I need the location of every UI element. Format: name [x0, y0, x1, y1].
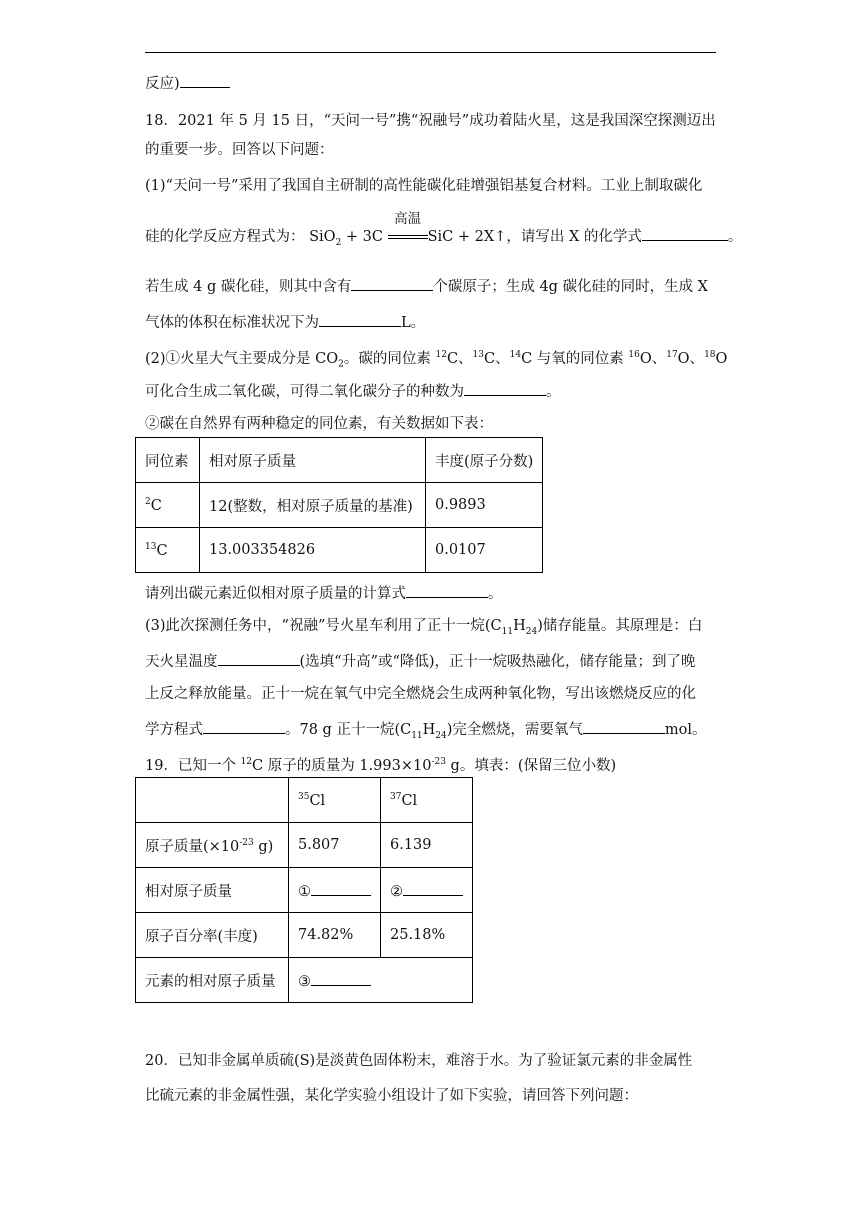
question-19: 19．已知一个 $^{12}$C 原子的质量为 $1.993\times 10^{-23}$ g。填表：(保留三位小数) [145, 757, 617, 774]
question-18: 18．2021 年 5 月 15 日，“天问一号”携“祝融号”成功着陆火星，这是我国深空探测迈出 [145, 113, 716, 129]
chemical-equation: SiO$_2$ + 3C 高温 SiC + 2X↑ [309, 211, 507, 248]
text-line: 天火星温度 (选填“升高”或“降低)，正十一烷吸热融化，储存能量；到了晚 [145, 650, 696, 672]
text-line: (1)“天问一号”采用了我国自主研制的高性能碳化硅增强铝基复合材料。工业上制取碳化 [145, 178, 703, 194]
answer-blank [464, 380, 546, 396]
text-line: 的重要一步。回答以下问题： [145, 142, 334, 158]
text-line: 请列出碳元素近似相对原子质量的计算式 。 [145, 582, 503, 604]
text-line: ②碳在自然界有两种稳定的同位素，有关数据如下表： [145, 416, 493, 432]
text-line: (3)此次探测任务中，“祝融”号火星车利用了正十一烷$(C_{11}H_{24})$储存能量。其原理是：白 [145, 618, 703, 637]
header-rule [145, 52, 716, 53]
text-line: (2)①火星大气主要成分是 $CO_2$。碳的同位素 $^{12}$C、$^{13}$C、$^{14}$C 与氧的同位素 $^{16}$O、$^{17}$O、$^{18}$O [145, 350, 728, 370]
answer-blank [311, 970, 371, 986]
answer-blank [319, 311, 401, 327]
answer-blank [403, 880, 463, 896]
question-20: 20．已知非金属单质硫(S)是淡黄色固体粉末，难溶于水。为了验证氯元素的非金属性 [145, 1053, 693, 1069]
answer-blank [351, 275, 433, 291]
answer-blank [311, 880, 371, 896]
text-line: 反应) [145, 72, 230, 94]
answer-blank [218, 650, 300, 666]
answer-blank [406, 582, 488, 598]
equation-line: 硅的化学反应方程式为： SiO$_2$ + 3C 高温 SiC + 2X↑，请写出 X 的化学式 。 [145, 225, 742, 253]
text-line: 上反之释放能量。正十一烷在氧气中完全燃烧会生成两种氧化物，写出该燃烧反应的化 [145, 686, 696, 702]
answer-blank [583, 718, 665, 734]
text-line: 比硫元素的非金属性强，某化学实验小组设计了如下实验，请回答下列问题： [145, 1088, 638, 1104]
answer-blank [203, 718, 285, 734]
chlorine-isotope-table: $^{35}$Cl $^{37}$Cl 原子质量($\times 10^{-23}$ g) 5.807 6.139 相对原子质量 ① ② 原子百分率(丰度) 74.82% 25.18% 元素的相对原子质量 ③ [135, 777, 473, 1003]
carbon-isotope-table: 同位素 相对原子质量 丰度(原子分数) $^2$C 12(整数，相对原子质量的基准) 0.9893 $^{13}$C 13.003354826 0.0107 [135, 437, 543, 573]
text-line: 若生成 4 g 碳化硅，则其中含有 个碳原子；生成 4g 碳化硅的同时，生成 X [145, 275, 708, 297]
answer-blank [642, 225, 728, 241]
text-line: 可化合生成二氧化碳，可得二氧化碳分子的种数为 。 [145, 380, 561, 402]
text-line: 气体的体积在标准状况下为 L。 [145, 311, 425, 333]
answer-blank [180, 72, 230, 88]
text-line: 学方程式 。78 g 正十一烷$(C_{11}H_{24})$完全燃烧，需要氧气 mol。 [145, 718, 707, 746]
